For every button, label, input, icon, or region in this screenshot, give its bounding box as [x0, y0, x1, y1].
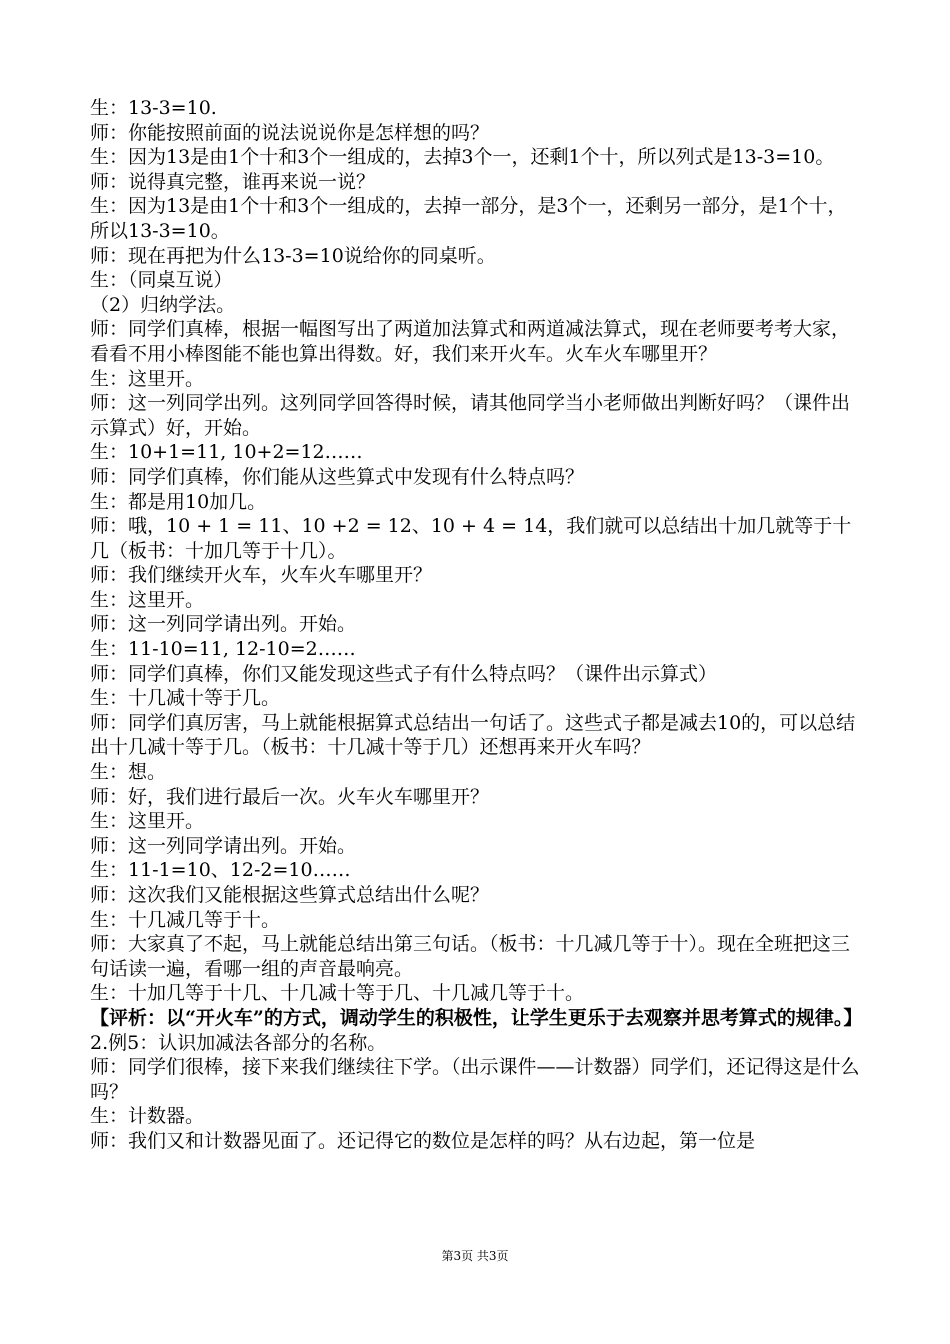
- dialogue-paragraph: 生：（同桌互说）: [90, 269, 233, 292]
- dialogue-paragraph: 生：11-1=10、12-2=10……: [90, 859, 351, 882]
- dialogue-paragraph: 师：好，我们进行最后一次。火车火车哪里开？: [90, 785, 490, 808]
- dialogue-paragraph: 师：这次我们又能根据这些算式总结出什么呢？: [90, 884, 490, 906]
- dialogue-paragraph: 生：因为13是由1个十和3个一组成的，去掉3个一，还剩1个十，所以列式是13-3=10。: [90, 146, 835, 169]
- dialogue-paragraph: 生：都是用10加几。: [90, 490, 267, 513]
- dialogue-paragraph: 师：同学们真厉害，马上就能根据算式总结出一句话了。这些式子都是减去10的，可以总结出十几减十等于几。（板书：十几减十等于几）还想再来开火车吗？: [90, 711, 856, 759]
- dialogue-paragraph: 生：计数器。: [90, 1105, 205, 1128]
- dialogue-paragraph: 师：同学们真棒，根据一幅图写出了两道加法算式和两道减法算式，现在老师要考考大家，看看不用小棒图能不能也算出得数。好，我们来开火车。火车火车哪里开？: [90, 318, 851, 365]
- document-body: [90, 96, 865, 1154]
- dialogue-paragraph: 师：同学们真棒，你们能从这些算式中发现有什么特点吗？: [90, 465, 585, 488]
- dialogue-paragraph: 师：这一列同学请出列。开始。: [90, 834, 357, 857]
- dialogue-paragraph: 生：十几减十等于几。: [90, 687, 281, 710]
- dialogue-paragraph: 师：哦，10 + 1 = 11、10 +2 = 12、10 + 4 = 14，我们就可以总结出十加几就等于十几（板书：十加几等于十几）。: [90, 515, 852, 562]
- dialogue-paragraph: 师：这一列同学出列。这列同学回答得时候，请其他同学当小老师做出判断好吗？（课件出示算式）好，开始。: [90, 392, 851, 439]
- dialogue-paragraph: 师：我们又和计数器见面了。还记得它的数位是怎样的吗？从右边起，第一位是: [90, 1129, 756, 1152]
- dialogue-paragraph: 师：说得真完整，谁再来说一说？: [90, 170, 376, 193]
- dialogue-paragraph: 师：同学们很棒，接下来我们继续往下学。（出示课件——计数器）同学们，还记得这是什么吗？: [90, 1056, 860, 1103]
- dialogue-paragraph: 师：同学们真棒，你们又能发现这些式子有什么特点吗？（课件出示算式）: [90, 662, 718, 685]
- dialogue-paragraph: 生：13-3=10.: [90, 97, 217, 119]
- dialogue-paragraph: 生：这里开。: [90, 588, 205, 611]
- dialogue-paragraph: 生：10+1=11, 10+2=12……: [90, 441, 363, 464]
- dialogue-paragraph: 生：因为13是由1个十和3个一组成的，去掉一部分，是3个一，还剩另一部分，是1个十，所以13-3=10。: [90, 195, 847, 242]
- dialogue-paragraph: 师：你能按照前面的说法说说你是怎样想的吗？: [90, 121, 490, 144]
- dialogue-paragraph: 生：11-10=11, 12-10=2……: [90, 638, 356, 661]
- dialogue-paragraph: 师：这一列同学请出列。开始。: [90, 613, 357, 636]
- dialogue-paragraph: 生：这里开。: [90, 367, 205, 390]
- dialogue-paragraph: 师：我们继续开火车，火车火车哪里开？: [90, 564, 433, 587]
- dialogue-paragraph: 师：大家真了不起，马上就能总结出第三句话。（板书：十几减几等于十）。现在全班把这三句话读一遍，看哪一组的声音最响亮。: [90, 933, 851, 980]
- dialogue-paragraph: 生：想。: [90, 761, 167, 784]
- dialogue-paragraph: （2）归纳学法。: [90, 293, 236, 316]
- dialogue-paragraph: 2.例5：认识加减法各部分的名称。: [90, 1031, 387, 1054]
- page-footer: 第3页 共3页: [441, 1249, 509, 1263]
- commentary-paragraph: 【评析：以“开火车”的方式，调动学生的积极性，让学生更乐于去观察并思考算式的规律。】: [90, 1006, 863, 1029]
- dialogue-paragraph: 生：十几减几等于十。: [90, 908, 281, 931]
- dialogue-paragraph: 生：这里开。: [90, 810, 205, 833]
- dialogue-paragraph: 师：现在再把为什么13-3=10说给你的同桌听。: [90, 244, 496, 267]
- dialogue-paragraph: 生：十加几等于十几、十几减十等于几、十几减几等于十。: [90, 982, 585, 1005]
